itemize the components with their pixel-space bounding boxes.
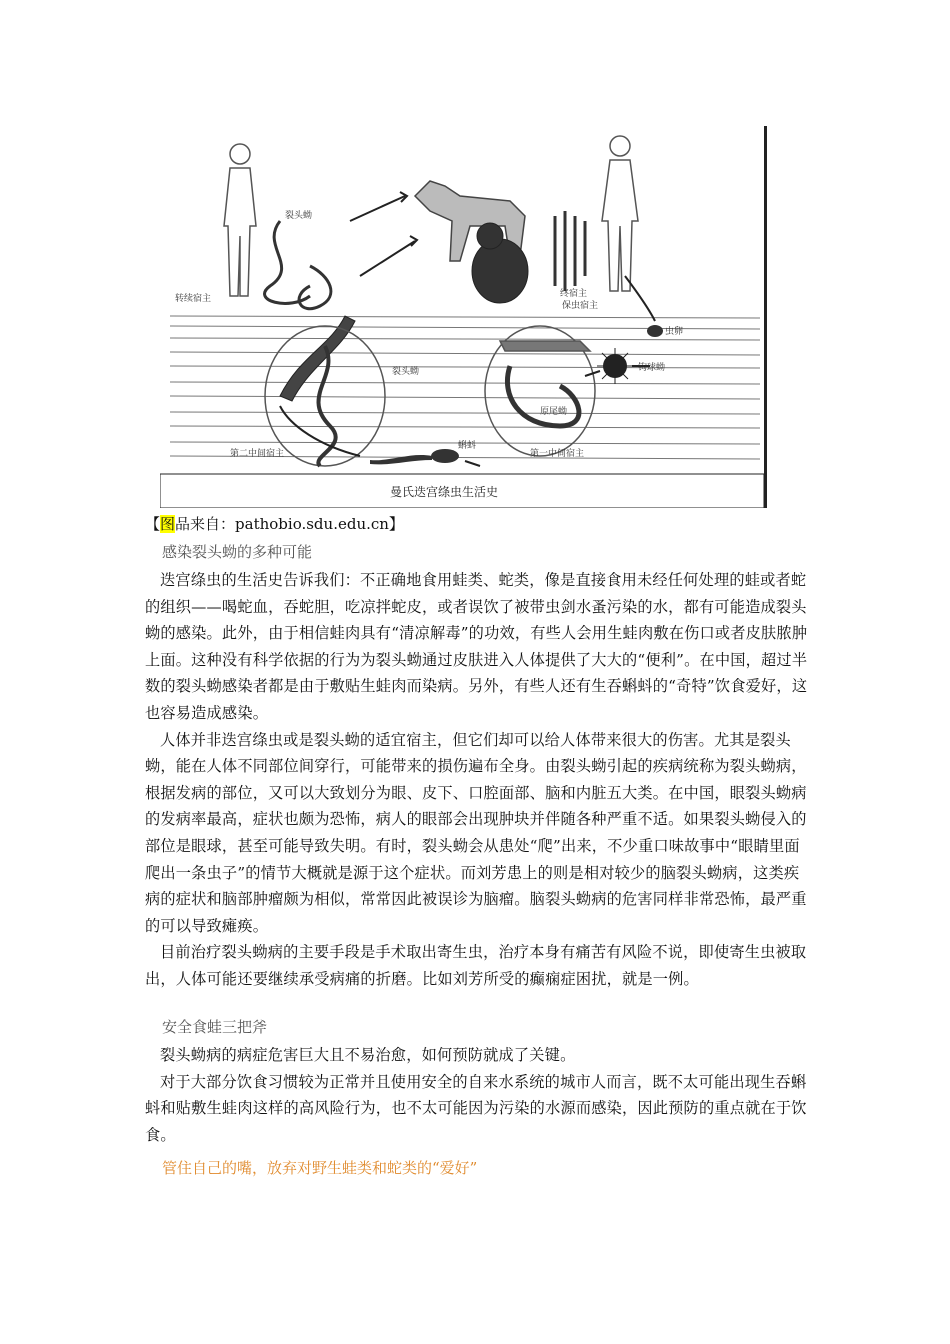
label-sparganum: 裂头蚴	[392, 367, 420, 377]
label-procercoid: 原尾蚴	[540, 407, 568, 417]
figure-bottom-label: 曼氏迭宫绦虫生活史	[390, 485, 499, 499]
paragraph-group-2	[145, 1042, 810, 1148]
section-heading-mouth: 管住自己的嘴，放弃对野生蛙类和蛇类的“爱好”	[162, 1159, 478, 1177]
egg-figure	[647, 325, 663, 337]
label-worm: 裂头蚴	[285, 211, 313, 221]
figure-caption	[145, 513, 404, 535]
section-heading-safety: 安全食蛙三把斧	[162, 1018, 268, 1036]
paragraph-infection-routes: 迭宫绦虫的生活史告诉我们：不正确地食用蛙类、蛇类，像是直接食用未经任何处理的蛙或者蛇的组织——喝蛇血，吞蛇胆，吃凉拌蛇皮，或者误饮了被带虫剑水蚤污染的水，都有可能造成裂头蚴的感染。此外，由于相信蛙肉具有“清凉解毒”的功效，有些人会用生蛙肉敷在伤口或者皮肤脓肿上面。这种没有科学依据的行为为裂头蚴通过皮肤进入人体提供了大大的“便利”。在中国，超过半数的裂头蚴感染者都是由于敷贴生蛙肉而染病。另外，有些人还有生吞蝌蚪的“奇特”饮食爱好，这也容易造成感染。	[145, 571, 808, 722]
paragraph-harm: 人体并非迭宫绦虫或是裂头蚴的适宜宿主，但它们却可以给人体带来很大的伤害。尤其是裂头蚴，能在人体不同部位间穿行，可能带来的损伤遍布全身。由裂头蚴引起的疾病统称为裂头蚴病，根据发病的部位，又可以大致划分为眼、皮下、口腔面部、脑和内脏五大类。在中国，眼裂头蚴病的发病率最高，症状也颇为恐怖，病人的眼部会出现肿块并伴随各种严重不适。如果裂头蚴侵入的部位是眼球，甚至可能导致失明。有时，裂头蚴会从患处“爬”出来，不少重口味故事中“眼睛里面爬出一条虫子”的情节大概就是源于这个症状。而刘芳患上的则是相对较少的脑裂头蚴病，这类疾病的症状和脑部肿瘤颇为相似，常常因此被误诊为脑瘤。脑裂头蚴病的危害同样非常恐怖，最严重的可以导致瘫痪。	[145, 730, 807, 935]
adult-tapeworm	[555, 211, 585, 291]
paragraph-diet: 对于大部分饮食习惯较为正常并且使用安全的自来水系统的城市人而言，既不太可能出现生吞蝌蚪和贴敷生蛙肉这样的高风险行为，也不太可能因为污染的水源而感染，因此预防的重点就在于饮食。	[145, 1072, 807, 1144]
water-lines	[170, 316, 760, 459]
label-coracidium: 钩球蚴	[638, 363, 666, 373]
label-tadpole: 蝌蚪	[458, 441, 477, 451]
life-cycle-diagram	[160, 126, 764, 508]
sparganum-worm	[265, 221, 331, 309]
caption-source: 品来自：pathobio.sdu.edu.cn】	[175, 515, 404, 533]
human-figure-left	[224, 144, 256, 296]
label-first-host: 第一中间宿主	[530, 449, 585, 459]
caption-highlight: 图	[160, 515, 176, 533]
first-host-circle	[485, 326, 595, 456]
coracidium-figure	[597, 348, 633, 384]
paragraph-group-1	[145, 567, 810, 993]
label-reservoir-host: 保虫宿主	[562, 301, 599, 311]
section-heading-infection: 感染裂头蚴的多种可能	[162, 543, 313, 561]
paragraph-prevention: 裂头蚴病的病症危害巨大且不易治愈，如何预防就成了关键。	[160, 1046, 576, 1064]
label-egg: 虫卵	[665, 327, 684, 337]
label-paratenic-host: 转续宿主	[175, 294, 212, 304]
label-second-host: 第二中间宿主	[230, 449, 285, 459]
caption-open: 【	[145, 515, 161, 533]
human-figure-right	[602, 136, 638, 291]
label-definitive-host: 终宿主	[560, 289, 588, 299]
paragraph-treatment: 目前治疗裂头蚴病的主要手段是手术取出寄生虫，治疗本身有痛苦有风险不说，即使寄生虫被取出，人体可能还要继续承受病痛的折磨。比如刘芳所受的癫痫症困扰，就是一例。	[145, 943, 807, 988]
life-cycle-figure	[160, 126, 767, 508]
